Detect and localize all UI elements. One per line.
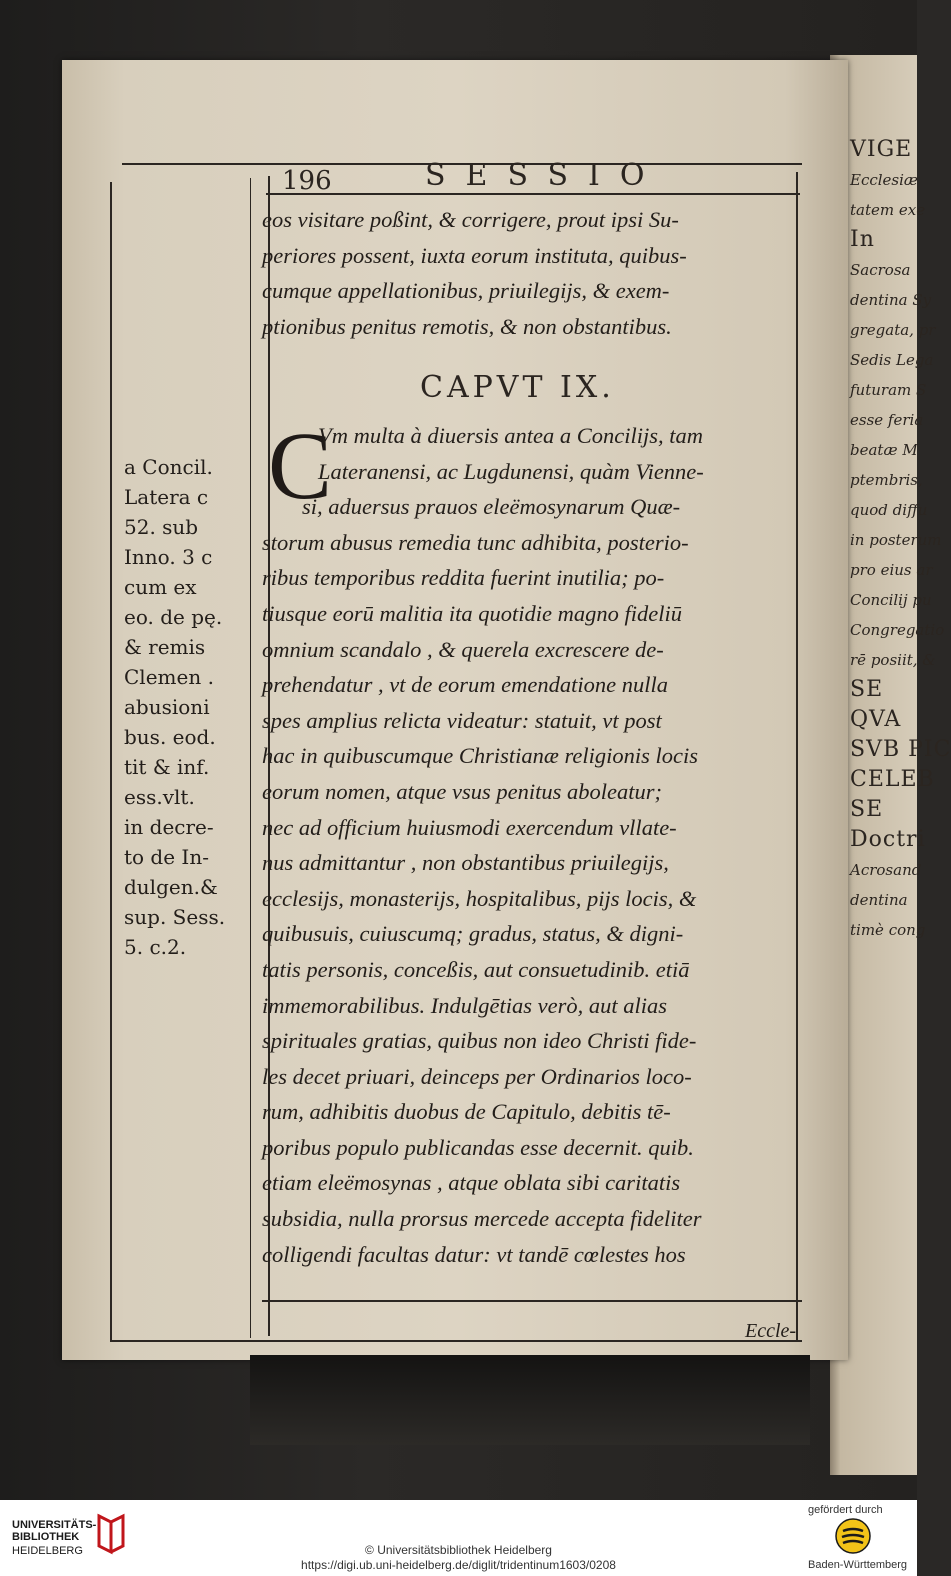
margin-note-line: bus. eod. bbox=[124, 725, 216, 749]
margin-note-line: & remis bbox=[124, 635, 206, 659]
facing-page-line: futuram S bbox=[850, 381, 927, 399]
facing-page-line: Congregatio bbox=[850, 621, 945, 639]
facing-page-line: tatem exe bbox=[850, 201, 926, 219]
margin-note-line: tit & inf. bbox=[124, 755, 210, 779]
facing-page-line: Sedis Lega bbox=[850, 351, 934, 369]
facing-page-line: ptembris, bbox=[850, 471, 923, 489]
library-logo-text bbox=[12, 1519, 96, 1543]
source-url[interactable]: https://digi.ub.uni-heidelberg.de/diglit/tridentinum1603/0208 bbox=[301, 1558, 616, 1572]
margin-note-line: to de In- bbox=[124, 845, 209, 869]
folio-number: 196 bbox=[282, 166, 332, 196]
text-line: storum abusus remedia tunc adhibita, posterio- bbox=[262, 529, 689, 555]
funder-name: Baden-Württemberg bbox=[808, 1559, 908, 1571]
facing-page-line: beatæ M bbox=[850, 441, 918, 459]
chapter-heading: CAPVT IX. bbox=[420, 370, 615, 405]
facing-page-line: SVB PIC bbox=[850, 737, 951, 762]
text-block-main bbox=[262, 412, 810, 1272]
copyright-text: © Universitätsbibliothek Heidelberg bbox=[365, 1543, 552, 1557]
facing-page-line: in posterum bbox=[850, 531, 942, 549]
facing-page-text bbox=[850, 135, 951, 945]
head-underline bbox=[266, 193, 800, 195]
text-line: tatis personis, conceßis, aut consuetudinib. etiā bbox=[262, 956, 690, 982]
margin-note-line: abusioni bbox=[124, 695, 210, 719]
text-line: Lateranensi, ac Lugdunensi, quàm Vienne- bbox=[318, 458, 704, 484]
text-line: les decet priuari, deinceps per Ordinarios loco- bbox=[262, 1063, 692, 1089]
text-line: prehendatur , vt de eorum emendatione nulla bbox=[262, 672, 668, 698]
margin-note-line: in decre- bbox=[124, 815, 214, 839]
margin-note-line: dulgen.& bbox=[124, 875, 218, 899]
facing-page-line: Acrosand bbox=[850, 861, 922, 879]
text-line: tiusque eorū malitia ita quotidie magno fideliū bbox=[262, 600, 682, 626]
margin-note-line: 5. c.2. bbox=[124, 935, 187, 959]
text-line: ptionibus penitus remotis, & non obstantibus. bbox=[262, 313, 672, 339]
facing-page-line: esse feria bbox=[850, 411, 924, 429]
text-line: quibusuis, cuiuscumq; gradus, status, & digni- bbox=[262, 921, 684, 947]
facing-page-line: SE bbox=[850, 797, 884, 822]
facing-page-line: Concilij pu bbox=[850, 591, 932, 609]
margin-note-line: 52. sub bbox=[124, 515, 199, 539]
facing-page-line: dentina bbox=[850, 891, 908, 909]
text-line: eorum nomen, atque vsus penitus aboleatur; bbox=[262, 778, 662, 804]
text-line: si, aduersus prauos eleëmosynarum Quæ- bbox=[302, 494, 681, 520]
facing-page-line: CELEB bbox=[850, 767, 935, 792]
text-line: omnium scandalo , & querela excrescere de- bbox=[262, 636, 664, 662]
library-name-2: BIBLIOTHEK bbox=[12, 1531, 80, 1543]
facing-page-line: dentina Sy bbox=[850, 291, 932, 309]
library-name-1: UNIVERSITÄTS- bbox=[12, 1519, 97, 1531]
text-line: Vm multa à diuersis antea a Concilijs, tam bbox=[318, 423, 703, 448]
text-line: etiam eleëmosynas , atque oblata sibi caritatis bbox=[262, 1170, 681, 1196]
funded-by-label: gefördert durch bbox=[808, 1504, 883, 1516]
catchword: Eccle- bbox=[745, 1320, 797, 1342]
facing-page-line: Doctri bbox=[850, 827, 926, 852]
text-line: rum, adhibitis duobus de Capitulo, debitis tē- bbox=[262, 1099, 671, 1125]
bottom-frame-rule bbox=[110, 1340, 802, 1342]
margin-note-line: Latera c bbox=[124, 485, 209, 509]
facing-page-line: Sacrosa bbox=[850, 261, 911, 279]
left-frame-rule bbox=[110, 182, 112, 1342]
text-line: periores possent, iuxta eorum instituta, quibus- bbox=[262, 242, 687, 268]
text-line: poribus populo publicandas esse decernit. quib. bbox=[262, 1134, 694, 1160]
facing-page-line: gregata, pr bbox=[850, 321, 936, 339]
text-line: hac in quibuscumque Christianæ religionis locis bbox=[262, 743, 699, 769]
page-shadow bbox=[250, 1355, 810, 1445]
marginal-note bbox=[124, 452, 252, 962]
text-line: nus admittantur , non obstantibus priuilegijs, bbox=[262, 850, 669, 876]
text-line: nec ad officium huiusmodi exercendum vllate- bbox=[262, 814, 677, 840]
library-city: HEIDELBERG bbox=[12, 1545, 83, 1557]
text-line: ribus temporibus reddita fuerint inutilia; po- bbox=[262, 565, 665, 591]
facing-page-line: SE bbox=[850, 677, 884, 702]
margin-note-line: a Concil. bbox=[124, 455, 213, 479]
margin-note-line: sup. Sess. bbox=[124, 905, 226, 929]
text-line: immemorabilibus. Indulgētias verò, aut alias bbox=[262, 992, 667, 1018]
text-block-top bbox=[262, 202, 810, 344]
margin-note-line: ess.vlt. bbox=[124, 785, 195, 809]
text-line: eos visitare poßint, & corrigere, prout ipsi Su- bbox=[262, 207, 679, 232]
running-head: SESSIO bbox=[425, 158, 665, 193]
facing-page-line: quod diffu bbox=[850, 501, 928, 519]
facing-page-line: In bbox=[850, 227, 875, 252]
text-line: cumque appellationibus, priuilegijs, & exem- bbox=[262, 278, 670, 304]
facing-page-line: VIGE bbox=[850, 137, 913, 162]
facing-page-line: pro eius ar bbox=[850, 561, 933, 579]
facing-page-line: Ecclesiæ bbox=[850, 171, 919, 189]
facing-page-line: timè cong bbox=[850, 921, 926, 939]
text-line: colligendi facultas datur: vt tandē cœlestes hos bbox=[262, 1241, 686, 1267]
margin-note-line: cum ex bbox=[124, 575, 197, 599]
margin-note-line: eo. de pę. bbox=[124, 605, 223, 629]
drop-capital: C bbox=[268, 412, 333, 519]
text-line: spes amplius relicta videatur: statuit, vt post bbox=[262, 707, 662, 733]
text-line: ecclesijs, monasterijs, hospitalibus, pijs locis, & bbox=[262, 885, 697, 911]
facing-page-line: rē posiit, & bbox=[850, 651, 936, 669]
margin-note-line: Clemen . bbox=[124, 665, 214, 689]
bottom-rule bbox=[262, 1300, 802, 1302]
text-line: subsidia, nulla prorsus mercede accepta fideliter bbox=[262, 1206, 702, 1232]
state-crest-icon bbox=[834, 1517, 872, 1555]
text-line: spirituales gratias, quibus non ideo Christi fide- bbox=[262, 1028, 697, 1054]
facing-page-line: QVA bbox=[850, 707, 902, 732]
margin-note-line: Inno. 3 c bbox=[124, 545, 213, 569]
